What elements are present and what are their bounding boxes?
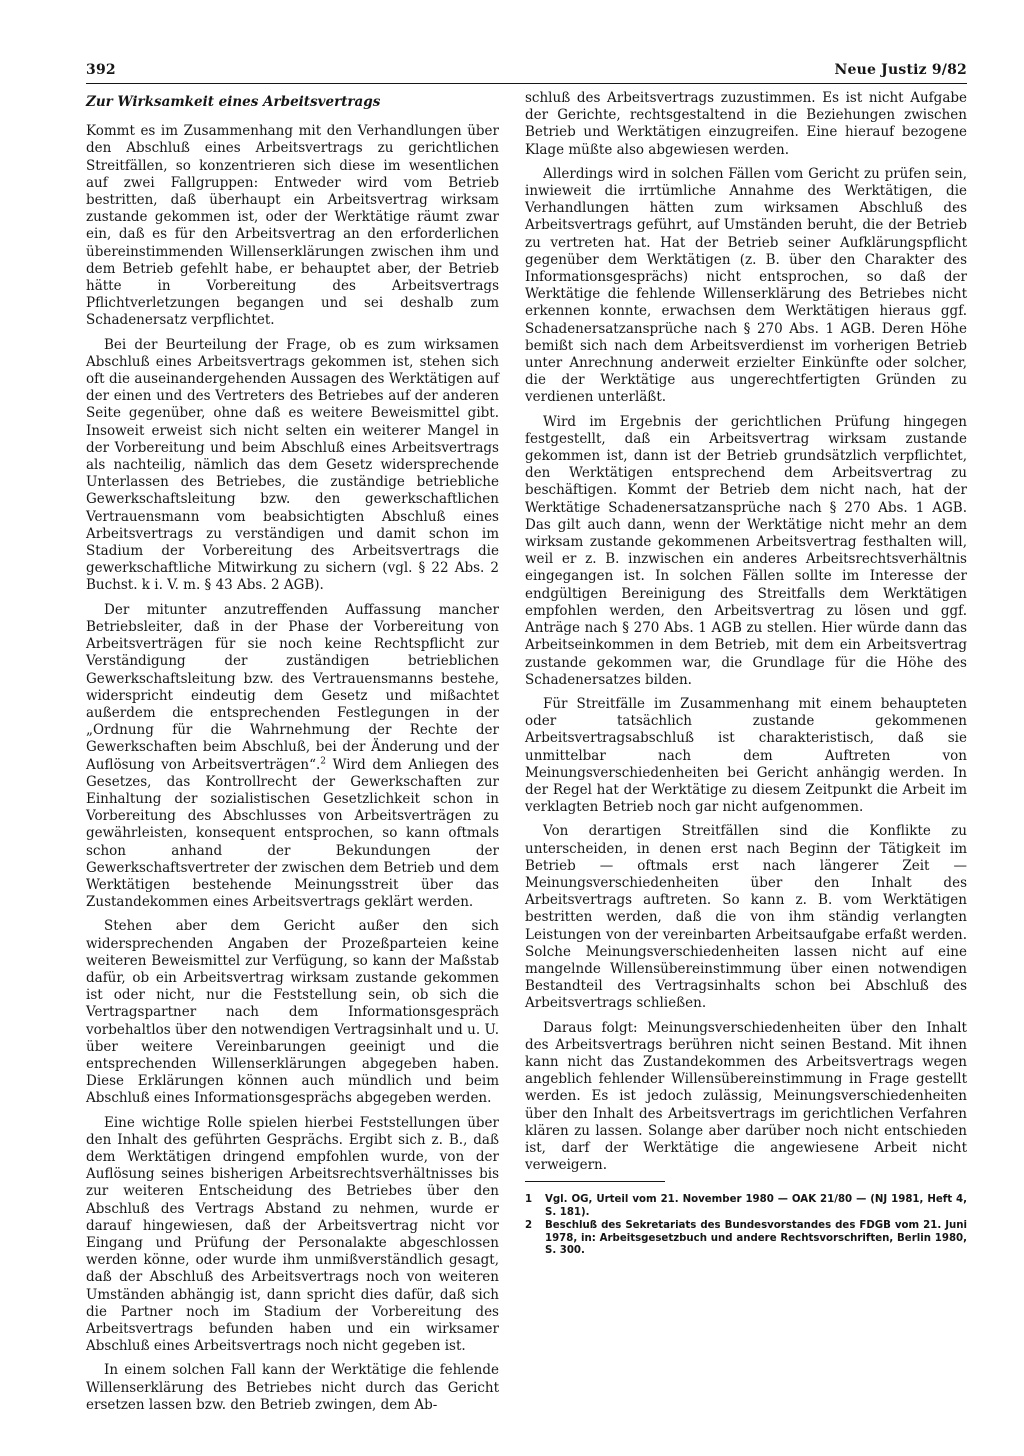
section-title: Zur Wirksamkeit eines Arbeitsvertrags <box>86 94 381 110</box>
paragraph-text: Wird dem Anliegen des Gesetzes, das Kontrollrecht der Gewerkschaften zur Einhaltung der sozialistischen Gesetzlichkeit schon in Vorbereitung des Abschlusses von Arbeitsverträgen zu gewährleisten, konsequent entsprochen, so kann oftmals schon anhand der Bekundungen der Gewerkschaftsvertreter der zwischen dem Betrieb und dem Werktätigen bestehende Meinungsstreit über das Zustandekommen eines Arbeitsvertrags geklärt werden. <box>86 756 499 911</box>
left-column <box>86 90 499 1421</box>
footnote-number: 1 <box>525 1194 533 1205</box>
journal-issue: Neue Justiz 9/82 <box>834 62 967 78</box>
paragraph: Allerdings wird in solchen Fällen vom Gericht zu prüfen sein, inwieweit die irrtümliche Annahme des Werktätigen, die Verhandlungen hätten zum wirksamen Abschluß des Arbeitsvertrags geführt, auf Umständen beruht, die der Betrieb zu vertreten hat. Hat der Betrieb seiner Aufklärungspflicht gegenüber dem Werktätigen (z. B. über den Charakter des Informationsgesprächs) nicht entsprochen, so daß der Werktätige die fehlende Willenserklärung des Betriebes nicht erkennen konnte, erwachsen dem Werktätigen hieraus ggf. Schadenersatzansprüche nach § 270 Abs. 1 AGB. Deren Höhe bemißt sich nach dem Arbeitsverdienst im vorherigen Betrieb unter Anrechnung anderweit erzielter Einkünfte oder solcher, die der Werktätige aus ungerechtfertigten Gründen zu verdienen unterläßt. <box>525 165 967 406</box>
paragraph-text: Der mitunter anzutreffenden Auffassung mancher Betriebsleiter, daß in der Phase der Vorbereitung von Arbeitsverträgen für sie noch keine Rechtspflicht zur Verständigung der zuständigen betrieblichen Gewerkschaftsleitung bzw. des Vertrauensmanns bestehe, widerspricht eindeutig dem Gesetz und mißachtet außerdem die entsprechenden Festlegungen in der „Ordnung für die Wahrnehmung der Rechte der Gewerkschaften beim Abschluß, bei der Änderung und der Auflösung von Arbeitsverträgen“. <box>86 601 499 773</box>
footnote-text: Vgl. OG, Urteil vom 21. November 1980 — OAK 21/80 — (NJ 1981, Heft 4, S. 181). <box>545 1194 967 1218</box>
footnote-separator <box>525 1181 665 1182</box>
page-number: 392 <box>86 62 116 78</box>
paragraph: In einem solchen Fall kann der Werktätige die fehlende Willenserklärung des Betriebes nicht durch das Gericht ersetzen lassen bzw. den Betrieb zwingen, dem Ab- <box>86 1362 499 1413</box>
footnote <box>525 1194 967 1219</box>
paragraph: Kommt es im Zusammenhang mit den Verhandlungen über den Abschluß eines Arbeitsvertrags zu gerichtlichen Streitfällen, so konzentrieren sich diese im wesentlichen auf zwei Fallgruppen: Entweder wird vom Betrieb bestritten, daß überhaupt ein Arbeitsvertrag wirksam zustande gekommen ist, oder der Werktätige räumt zwar ein, daß es für den Arbeitsvertrag an den erforderlichen übereinstimmenden Willenserklärungen zwischen ihm und dem Betrieb gefehlt habe, er behauptet aber, der Betrieb hätte in Vorbereitung des Arbeitsvertrags Pflichtverletzungen begangen und sei deshalb zum Schadenersatz verpflichtet. <box>86 123 499 329</box>
footnote-text: Beschluß des Sekretariats des Bundesvorstandes des FDGB vom 21. Juni 1978, in: Arbeitsgesetzbuch und andere Rechtsvorschriften, Berlin 1980, S. 300. <box>545 1220 967 1257</box>
footnotes <box>525 1194 967 1259</box>
paragraph: Für Streitfälle im Zusammenhang mit einem behaupteten oder tatsächlich zustande gekommenen Arbeitsvertragsabschluß ist charakteristisch, daß sie unmittelbar nach dem Auftreten von Meinungsverschiedenheiten bei Gericht anhängig werden. In der Regel hat der Werktätige zu diesem Zeitpunkt die Arbeit im verklagten Betrieb noch gar nicht aufgenommen. <box>525 695 967 816</box>
paragraph: Wird im Ergebnis der gerichtlichen Prüfung hingegen festgestellt, daß ein Arbeitsvertrag wirksam zustande gekommen ist, dann ist der Betrieb grundsätzlich verpflichtet, den Werktätigen entsprechend dem Arbeitsvertrag zu beschäftigen. Kommt der Betrieb dem nicht nach, hat der Werktätige Schadenersatzansprüche nach § 270 Abs. 1 AGB. Das gilt auch dann, wenn der Werktätige nicht mehr an dem wirksam zustande gekommenen Arbeitsvertrag festhalten will, weil er z. B. inzwischen ein anderes Arbeitsrechtsverhältnis eingegangen ist. In solchen Fällen sollte im Interesse der endgültigen Bereinigung des Streitfalls dem Werktätigen empfohlen werden, den Arbeitsvertrag zu lösen und ggf. Anträge nach § 270 Abs. 1 AGB zu stellen. Hier würde dann das Arbeitseinkommen in dem Betrieb, mit dem ein Arbeitsvertrag zustande gekommen war, die Grundlage für die Höhe des Schadenersatzes bilden. <box>525 413 967 688</box>
header-rule <box>86 83 967 84</box>
paragraph: Eine wichtige Rolle spielen hierbei Feststellungen über den Inhalt des geführten Gesprächs. Ergibt sich z. B., daß dem Werktätigen dringend empfohlen wurde, von der Auflösung seines bisherigen Arbeitsrechtsverhältnisses bis zur weiteren Entscheidung des Betriebes über den Abschluß des Vertrags Abstand zu nehmen, wurde er darauf hingewiesen, daß der Arbeitsvertrag nicht vor Eingang und Prüfung der Personalakte abgeschlossen werden könne, oder wurde ihm unmißverständlich gesagt, daß der Abschluß des Arbeitsvertrags noch von weiteren Umständen abhängig ist, dann spricht dies dafür, daß sich die Partner noch im Stadium der Vorbereitung des Arbeitsvertrags befunden haben und ein wirksamer Abschluß eines Arbeitsvertrags noch nicht gegeben ist. <box>86 1114 499 1355</box>
footnote <box>525 1220 967 1258</box>
right-column <box>525 90 967 1181</box>
footnote-ref: 2 <box>320 756 327 767</box>
footnote-number: 2 <box>525 1220 533 1232</box>
paragraph: Bei der Beurteilung der Frage, ob es zum wirksamen Abschluß eines Arbeitsvertrags gekommen ist, stehen sich oft die auseinandergehenden Aussagen des Werktätigen auf der einen und des Vertreters des Betriebes auf der anderen Seite gegenüber, ohne daß es weitere Beweismittel gibt. Insoweit erweist sich nicht selten ein weiterer Mangel in der Vorbereitung und beim Abschluß eines Arbeitsvertrags als nachteilig, nämlich das dem Gesetz widersprechende Unterlassen des Betriebes, die zuständige betriebliche Gewerkschaftsleitung bzw. den gewerkschaftlichen Vertrauensmann vom beabsichtigten Abschluß eines Arbeitsvertrags zu verständigen und damit schon im Stadium der Vorbereitung des Arbeitsvertrags die gewerkschaftliche Mitwirkung zu sichern (vgl. § 22 Abs. 2 Buchst. k i. V. m. § 43 Abs. 2 AGB). <box>86 336 499 594</box>
paragraph: Daraus folgt: Meinungsverschiedenheiten über den Inhalt des Arbeitsvertrags berühren nicht seinen Bestand. Mit ihnen kann nicht das Zustandekommen des Arbeitsvertrags wegen angeblich fehlender Willensübereinstimmung in Frage gestellt werden. Es ist jedoch zulässig, Meinungsverschiedenheiten über den Inhalt des Arbeitsvertrags im gerichtlichen Verfahren klären zu lassen. Solange aber darüber noch nicht entschieden ist, darf der Werktätige die angewiesene Arbeit nicht verweigern. <box>525 1019 967 1174</box>
paragraph: schluß des Arbeitsvertrags zuzustimmen. Es ist nicht Aufgabe der Gerichte, rechtsgestaltend in die Beziehungen zwischen Betrieb und Werktätigen einzugreifen. Eine hierauf bezogene Klage müßte also abgewiesen werden. <box>525 90 967 158</box>
paragraph: Von derartigen Streitfällen sind die Konflikte zu unterscheiden, in denen erst nach Beginn der Tätigkeit im Betrieb — oftmals erst nach längerer Zeit — Meinungsverschiedenheiten über den Inhalt des Arbeitsvertrags auftreten. So kann z. B. vom Werktätigen bestritten werden, daß die von ihm ständig verlangten Leistungen von der vereinbarten Arbeitsaufgabe erfaßt werden. Solche Meinungsverschiedenheiten lassen nicht auf eine mangelnde Willensübereinstimmung über einen notwendigen Bestandteil des Vertragsinhalts schon bei Abschluß des Arbeitsvertrags schließen. <box>525 823 967 1012</box>
paragraph <box>86 602 499 912</box>
paragraph: Stehen aber dem Gericht außer den sich widersprechenden Angaben der Prozeßparteien keine weiteren Beweismittel zur Verfügung, so kann der Maßstab dafür, ob ein Arbeitsvertrag wirksam zustande gekommen ist oder nicht, nur die Feststellung sein, ob sich die Vertragspartner nach dem Informationsgespräch vorbehaltlos über den notwendigen Vertragsinhalt und u. U. über weitere Vereinbarungen geeinigt und die entsprechenden Willenserklärungen abgegeben haben. Diese Erklärungen können auch mündlich und beim Abschluß eines Informationsgesprächs abgegeben werden. <box>86 918 499 1107</box>
